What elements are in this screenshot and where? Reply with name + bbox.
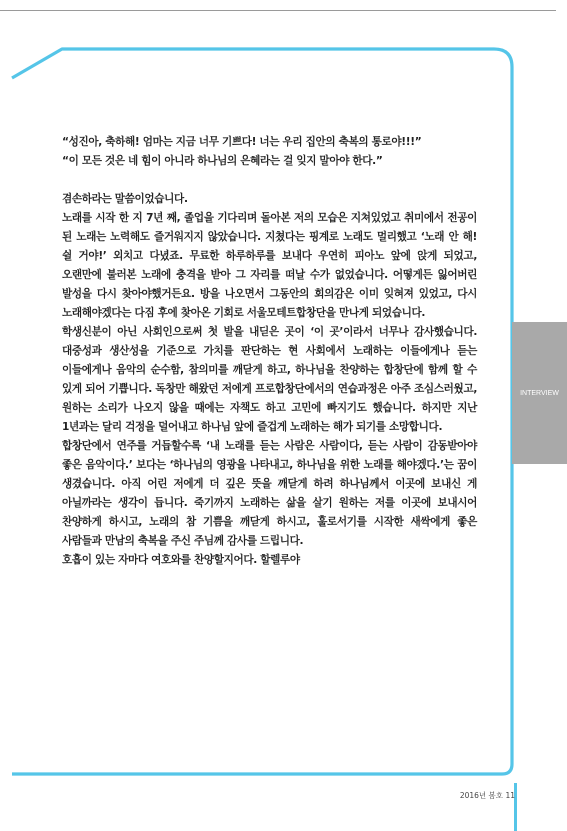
page-footer — [460, 790, 515, 801]
section-tab-label: INTERVIEW — [520, 389, 559, 397]
paragraph: 겸손하라는 말씀이었습니다. — [62, 193, 188, 205]
paragraph: 학생신분이 아닌 사회인으로써 첫 발을 내딛은 곳이 ‘이 곳’이라서 너무나 감사했습니다. 대중성과 생산성을 기준으로 가치를 판단하는 현 사회에서 노래하는 이들에게나 듣는 이들에게나 음악의 순수함, 참의미를 깨닫게 하고, 하나님을 찬양하는 합창단에 함께 할 수 있게 되어 기쁩니다. 독창만 해왔던 저에게 프로합창단에서의 연습과정은 아주 조심스러웠고, 원하는 소리가 나오지 않을 때에는 자책도 하고 고민에 빠지기도 했습니다. 하지만 지난 1년과는 달리 걱정을 덜어내고 하나님 앞에 즐겁게 노래하는 해가 되기를 소망합니다. — [62, 326, 477, 433]
paragraph: 합창단에서 연주를 거듭할수록 ‘내 노래를 듣는 사람은 사람이다, 듣는 사람이 감동받아야 좋은 음악이다.’ 보다는 ‘하나님의 영광을 나타내고, 하나님을 위한 노래를 해야겠다.’는 꿈이 생겼습니다. 아직 어린 저에게 더 깊은 뜻을 깨닫게 하려 하나님께서 이곳에 보내신 게 아닐까라는 생각이 듭니다. 죽기까지 노래하는 삶을 살기 원하는 저를 이곳에 보내시어 찬양하게 하시고, 노래의 참 기쁨을 깨닫게 하시고, 훌로서기를 시작한 새싹에게 좋은 사람들과 만남의 축복을 주신 주님께 감사를 드립니다. — [62, 440, 477, 547]
paragraph: 노래를 시작 한 지 7년 째, 졸업을 기다리며 돌아본 저의 모습은 지쳐있었고 취미에서 전공이 된 노래는 노력해도 즐거워지지 않았습니다. 지쳤다는 핑계로 노래도 멀리했고 ‘노래 안 해! 쉴 거야!’ 외치고 다녔죠. 무료한 하루하루를 보내다 우연히 피아노 앞에 앉게 되었고, 오랜만에 불러본 노래에 충격을 받아 그 자리를 떠날 수가 없었습니다. 어떻게든 잃어버린 발성을 다시 찾아야했거든요. 방을 나오면서 그동안의 회의감은 이미 잊혀져 있었고, 다시 노래해야겠다는 다짐 후에 찾아온 기회로 서울모테트합창단을 만나게 되었습니다. — [62, 212, 477, 319]
paragraph: 호흡이 있는 자마다 여호와를 찬양할지어다. 할렐루야 — [62, 554, 300, 566]
section-tab-interview — [512, 322, 567, 464]
paragraph-gap — [62, 171, 477, 190]
quote-line: “이 모든 것은 네 힘이 아니라 하나님의 은혜라는 걸 잊지 말아야 한다.” — [62, 155, 383, 167]
article-body — [62, 133, 477, 570]
page-number: 11 — [505, 791, 515, 800]
quote-line: “성진아, 축하해! 엄마는 지금 너무 기쁘다! 너는 우리 집안의 축복의 통로야!!!” — [62, 136, 422, 148]
issue-label: 2016년 봄호 — [459, 791, 504, 800]
